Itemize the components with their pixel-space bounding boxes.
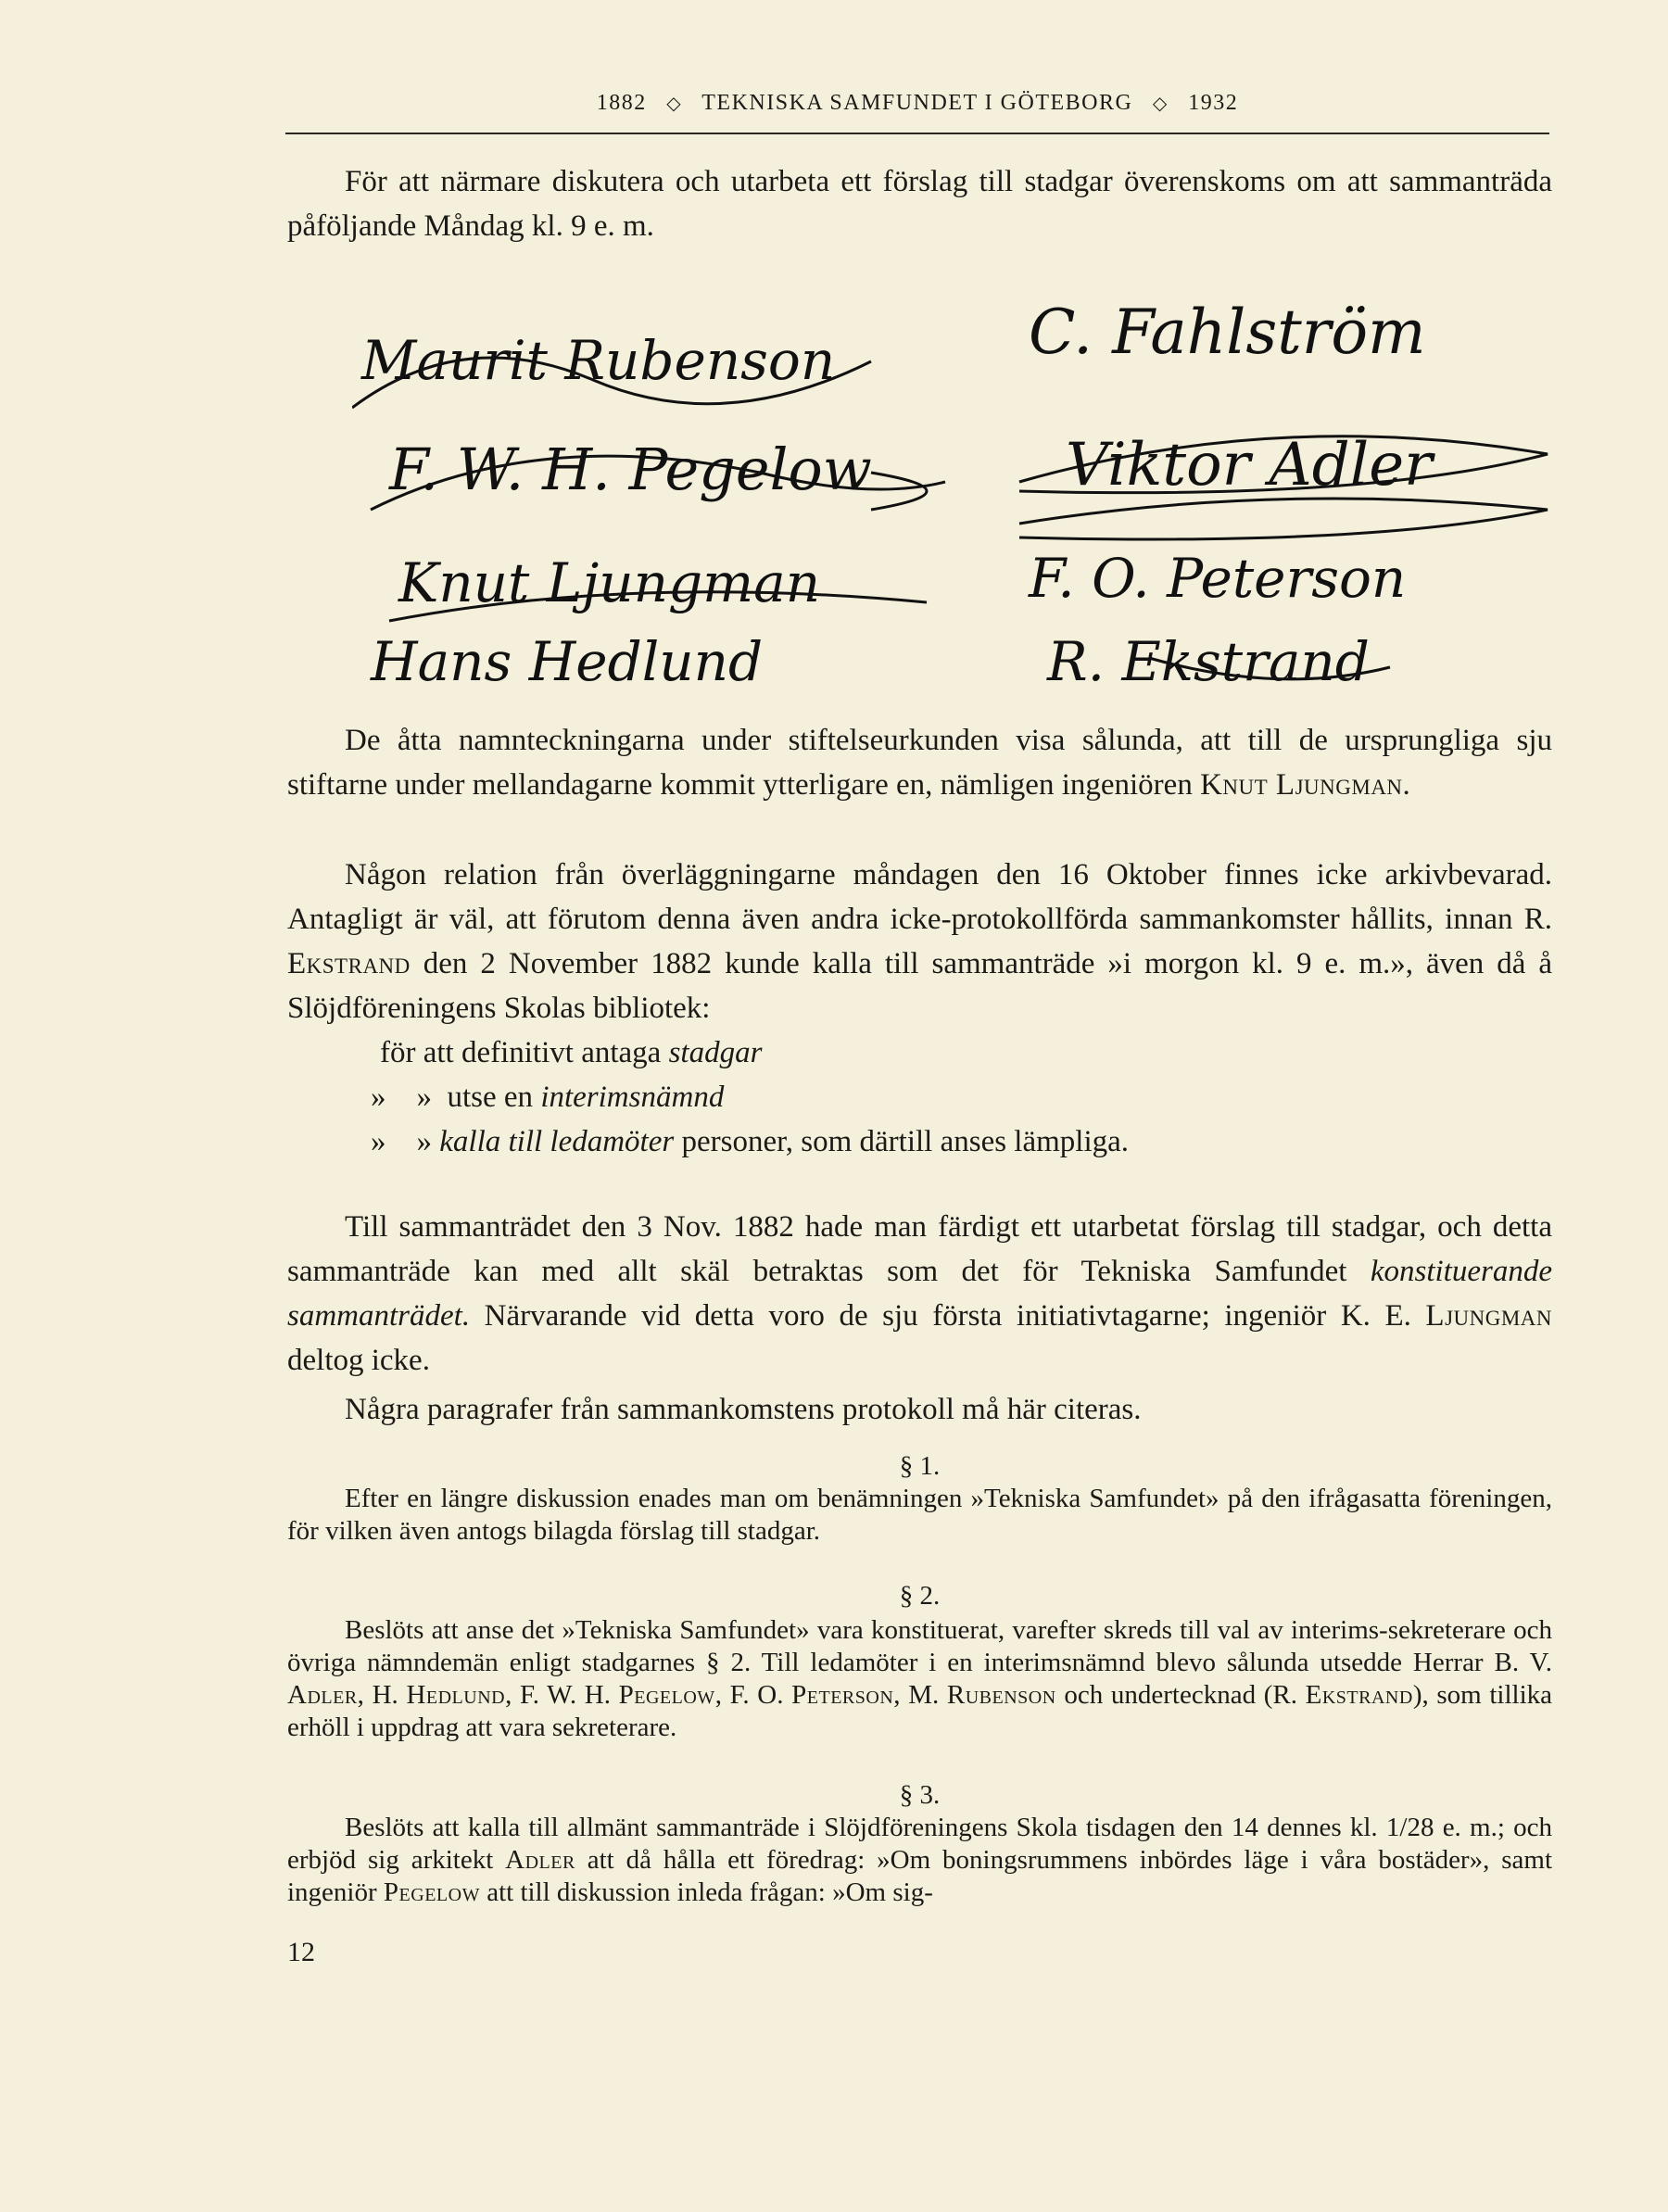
list-prefix: » » utse en [371, 1081, 534, 1114]
intro-paragraph: För att närmare diskutera och utarbeta ett förslag till stadgar överenskoms om att sammanträda påföljande Måndag kl. 9 e. m. [287, 165, 1552, 243]
fraction: 1/28 [1385, 1813, 1434, 1842]
signature-ekstrand: R. Ekstrand [1047, 630, 1370, 693]
header-rule [285, 133, 1549, 134]
section-text-part: , F. O. [714, 1680, 784, 1710]
section-text-part: ), som tillika erhöll i uppdrag att vara sekreterare. [287, 1680, 1553, 1742]
paragraph-text: Någon relation från överläggningarne måndagen den 16 Oktober finnes icke arkivbevarad. Antagligt är väl, att förutom denna även andra icke-protokollförda sammankomster hållits, innan R. [287, 858, 1552, 936]
paragraph-end: . [1402, 768, 1410, 802]
person-name: Adler [505, 1845, 575, 1875]
separator-icon: ◇ [1152, 94, 1169, 114]
paragraph-text: den 2 November 1882 kunde kalla till sammanträde »i morgon kl. 9 e. m.», även då å Slöjdföreningens Skolas bibliotek: [287, 947, 1553, 1025]
paragraph-quote-intro: Några paragrafer från sammankomstens protokoll må här citeras. [345, 1393, 1142, 1426]
list-italic: kalla till ledamöter [439, 1125, 675, 1158]
section-text-part: Beslöts att anse det »Tekniska Samfundet» vara konstituerat, varefter skreds till val av interims-sekreterare och övriga nämndemän enligt stadgarnes § 2. Till ledamöter i en interimsnämnd blevo sålunda utsedde Herrar B. V. [287, 1615, 1552, 1677]
list-item [287, 1119, 1552, 1164]
person-name: Knut Ljungman [1200, 768, 1403, 802]
person-name: Ekstrand [1305, 1680, 1413, 1710]
running-header [287, 91, 1548, 116]
list-italic: interimsnämnd [540, 1081, 725, 1114]
section-text: Efter en längre diskussion enades man om benämningen »Tekniska Samfundet» på den ifrågasatta föreningen, för vilken även antogs bilagda förslag till stadgar. [287, 1484, 1552, 1546]
paragraph-text: deltog icke. [287, 1344, 430, 1377]
section-text-part: att då hålla ett föredrag: »Om boningsrummens inbördes läge i våra bostäder», samt ingeniör [287, 1845, 1553, 1907]
signature-pegelow: F. W. H. Pegelow [389, 436, 872, 503]
signature-fahlstrom: C. Fahlström [1029, 297, 1426, 368]
section-text [287, 1812, 1552, 1909]
separator-icon: ◇ [666, 94, 683, 114]
section-text-part: Beslöts att kalla till allmänt sammanträde i Slöjdföreningens Skola tisdagen den 14 dennes kl. [345, 1813, 1378, 1842]
list-prefix: för att definitivt antaga [380, 1036, 662, 1069]
signature-hedlund: Hans Hedlund [371, 630, 764, 693]
header-title: TEKNISKA SAMFUNDET I GÖTEBORG [701, 91, 1133, 115]
header-year-end: 1932 [1188, 91, 1239, 115]
section-text-part: , F. W. H. [505, 1680, 611, 1710]
paragraph-text: De åtta namnteckningarna under stiftelseurkunden visa sålunda, att till de ursprungliga sju stiftarne under mellandagarne kommit ytterligare en, nämligen ingeniören [287, 724, 1552, 802]
list-item [287, 1030, 1552, 1075]
section-text-part: , M. [893, 1680, 940, 1710]
section-text-part: e. m.; och erbjöd sig arkitekt [287, 1813, 1553, 1875]
list-italic: stadgar [668, 1036, 763, 1069]
person-name: Adler [287, 1680, 358, 1710]
list-item [287, 1075, 1552, 1119]
page-number: 12 [287, 1937, 315, 1967]
person-name: Ekstrand [287, 947, 411, 980]
section-heading: § 2. [899, 1581, 941, 1611]
signature-ljungman: Knut Ljungman [398, 551, 821, 614]
signature-adler: Viktor Adler [1066, 431, 1433, 499]
header-year-start: 1882 [596, 91, 647, 115]
person-name: Ljungman [1425, 1299, 1553, 1333]
paragraph-relation [287, 853, 1552, 1030]
section-text-part: att till diskussion inleda frågan: »Om sig- [486, 1877, 933, 1907]
section-heading: § 1. [899, 1451, 941, 1481]
person-name: Pegelow [618, 1680, 715, 1710]
person-name: Rubenson [946, 1680, 1056, 1710]
signature-rubenson: Maurit Rubenson [361, 329, 836, 392]
paragraph-nov-meeting [287, 1205, 1552, 1383]
paragraph-text: Närvarande vid detta voro de sju första initiativtagarne; ingeniör K. E. [484, 1299, 1411, 1333]
person-name: Pegelow [383, 1877, 480, 1907]
paragraph-text: Till sammanträdet den 3 Nov. 1882 hade man färdigt ett utarbetat förslag till stadgar, och detta sammanträde kan med allt skäl betraktas som det för Tekniska Samfundet [287, 1210, 1552, 1288]
section-text-part: och undertecknad (R. [1064, 1680, 1297, 1710]
section-heading: § 3. [899, 1780, 941, 1810]
section-text [287, 1614, 1552, 1744]
list-prefix: » » [371, 1125, 432, 1158]
list-rest: personer, som därtill anses lämpliga. [681, 1125, 1130, 1158]
paragraph-signatures [287, 718, 1552, 807]
section-text-part: , H. [357, 1680, 398, 1710]
person-name: Hedlund [406, 1680, 506, 1710]
person-name: Peterson [791, 1680, 894, 1710]
agenda-list [287, 1030, 1552, 1164]
italic-phrase: konstituerande sammanträdet. [287, 1255, 1552, 1333]
signature-peterson: F. O. Peterson [1029, 547, 1407, 610]
